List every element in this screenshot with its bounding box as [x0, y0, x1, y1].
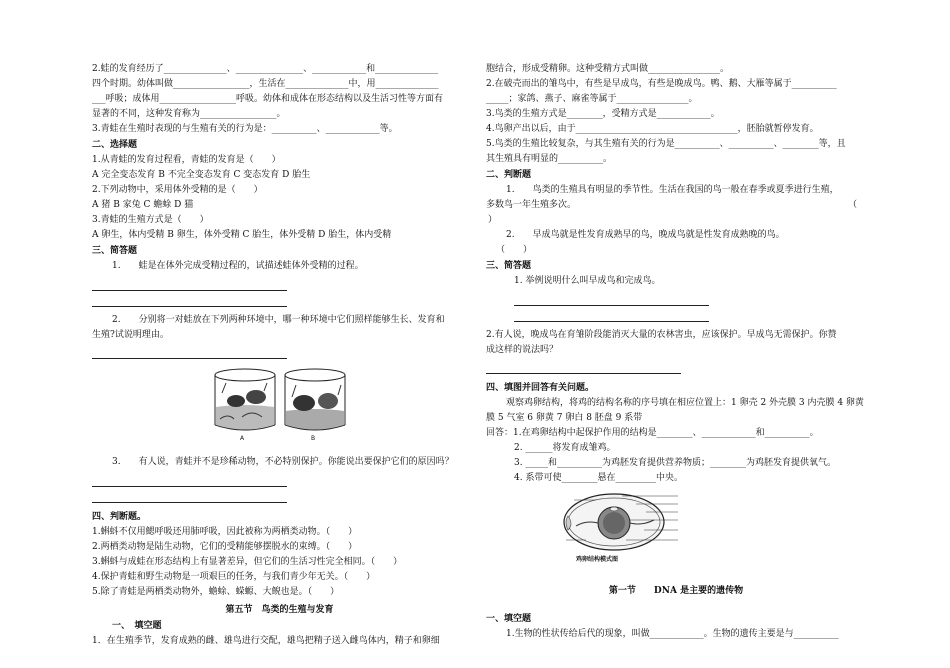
section-title-dna: 第一节 DNA 是主要的遗传物 [608, 586, 744, 596]
choice-line: A 卵生，体内受精 B 卵生，体外受精 C 胎生，体外受精 D 胎生，体内受精 [92, 230, 392, 240]
frog-q3: 3.青蛙在生殖时表现的与生殖有关的行为是：__________、____________等。 [92, 124, 398, 134]
egg-structure-figure [556, 490, 696, 565]
judge-item-1-cont [486, 198, 866, 213]
answer-line-text: 3. _____和__________为鸡胚发育提供营养物质；________为鸡胚发育提供氧气。 [514, 458, 836, 468]
frog-q2-line: 2.蛙的发育经历了______________、_______________、____________和______________ [92, 64, 439, 74]
bird-fill-q1: 1．在生殖季节，发育成熟的雌、雄鸟进行交配，雄鸟把精子送入雌鸟体内，精子和卵细 [92, 636, 440, 646]
egg-question-cont: 膜 5 气室 6 卵黄 7 卵白 8 胚盘 9 系带 [486, 413, 643, 423]
bird-fill-line: 4.鸟卵产出以后，由于____________________________________，胚胎就暂停发育。 [486, 124, 819, 134]
frog-q2-line: ___呼吸；成体用_________________呼吸。幼体和成体在形态结构以及生活习性等方面有 [92, 94, 444, 104]
egg-structure-drawing [556, 490, 696, 554]
choice-line: A 猪 B 家兔 C 蟾蜍 D 猫 [92, 200, 194, 210]
bird-fill-line: 5.鸟类的生殖比较复杂，与其生殖有关的行为是__________、__________、________等，且 [486, 139, 846, 149]
egg-question: 观察鸡卵结构，将鸡的结构名称的序号填在相应位置上：1 卵壳 2 外壳膜 3 内壳膜 4 卵黄 [506, 398, 864, 408]
choice-line: 2.下列动物中，采用体外受精的是（ ） [92, 185, 263, 195]
answer-line-text: 4. 系带可使________悬在_________中央。 [514, 473, 683, 483]
right-column [486, 62, 866, 642]
judge-item: 1.蝌蚪不仅用鳃呼吸还用肺呼吸，因此被称为两栖类动物。（ ） [92, 527, 358, 537]
fill-heading: 一、填空题 [486, 614, 532, 624]
bird-fill-line: _____；家鸽、燕子、麻雀等属于________________。 [486, 94, 698, 104]
frog-q2-line: 显著的不同，这种发育称为_________________。 [92, 109, 286, 119]
figure-label-a: A [240, 435, 245, 442]
short-answer-q2-cont: 生殖?试说明理由。 [92, 330, 169, 340]
bird-fill-line: 3.鸟类的生殖方式是________，受精方式是____________。 [486, 109, 720, 119]
answer-line [92, 473, 287, 487]
section-heading-choice: 二、选择题 [92, 140, 138, 150]
figure-label-b: B [311, 435, 316, 442]
section-heading-judge: 四、判断题。 [92, 512, 147, 522]
answer-line [92, 489, 287, 503]
short-answer-q1: 1. 蛙是在体外完成受精过程的，试描述蛙体外受精的过程。 [112, 261, 364, 271]
answer-line [514, 308, 709, 322]
judge-bracket-close: ） [488, 215, 498, 225]
answer-line-text: 2. ______将发育成雏鸡。 [514, 443, 616, 453]
judge-item: 2.两栖类动物是陆生动物，它们的受精能够摆脱水的束缚。（ ） [92, 542, 358, 552]
bird-fill-line: 胞结合，形成受精卵。这种受精方式叫做________________。 [486, 64, 730, 74]
bird-fill-line: 其生殖具有明显的__________。 [486, 154, 613, 164]
short-answer-q2: 2.有人说，晚成鸟在育雏阶段能消灭大量的农林害虫，应该保护。早成鸟无需保护。你赞 [486, 330, 837, 340]
short-answer-q2: 2. 分别将一对蛙放在下列两种环境中，哪一种环境中它们照样能够生长、发育和 [112, 315, 445, 325]
judge-item-1-text: 多数鸟一年生殖多次。 [486, 200, 577, 210]
judge-item-2-bracket: （ ） [496, 245, 533, 255]
section-heading-figure: 四、填图并回答有关问题。 [486, 383, 595, 393]
answer-line-text: 回答：1.在鸡卵结构中起保护作用的结构是________、____________和__________。 [486, 428, 819, 438]
choice-line: A 完全变态发育 B 不完全变态发育 C 变态发育 D 胎生 [92, 170, 311, 180]
short-answer-q3: 3. 有人说，青蛙并不是珍稀动物，不必特别保护。你能说出要保护它们的原因吗？ [112, 457, 454, 467]
frog-q2-line: 四个时期。幼体叫做_________________，生活在______________中，用______________ [92, 79, 439, 89]
section-heading-short-answer: 三、简答题 [92, 246, 138, 256]
section-title-bird: 第五节 鸟类的生殖与发育 [225, 605, 334, 615]
short-answer-q1: 1. 举例说明什么叫早成鸟和完成鸟。 [514, 276, 661, 286]
fill-heading: 一、 填空题 [112, 621, 162, 631]
answer-line [486, 360, 681, 374]
choice-line: 3.青蛙的生殖方式是（ ） [92, 215, 209, 225]
judge-item: 3.蝌蚪与成蛙在形态结构上有显著差异，但它们的生活习性完全相同。（ ） [92, 557, 403, 567]
bird-fill-line: 2.在破壳而出的雏鸟中，有些是早成鸟，有些是晚成鸟。鸭、鹅、大雁等属于__________ [486, 79, 837, 89]
answer-line [514, 292, 709, 306]
answer-line [92, 345, 287, 359]
egg-caption: 鸡卵结构模式图 [576, 556, 619, 563]
choice-line: 1.从青蛙的发育过程看，青蛙的发育是（ ） [92, 155, 281, 165]
judge-item-1: 1. 鸟类的生殖具有明显的季节性。生活在我国的鸟一般在春季或夏季进行生殖， [506, 185, 839, 195]
answer-line [92, 277, 287, 291]
answer-line [92, 293, 287, 307]
section-heading-short-answer: 三、简答题 [486, 261, 532, 271]
short-answer-q2-cont: 成这样的说法吗？ [486, 345, 559, 355]
frog-tanks-drawing [212, 367, 352, 447]
dna-fill-q1: 1.生物的性状传给后代的现象，叫做____________。生物的遗传主要是与__________ [506, 629, 839, 639]
judge-bracket-open: （ [848, 200, 858, 210]
judge-item: 4.保护青蛙和野生动物是一项艰巨的任务，与我们青少年无关。（ ） [92, 572, 376, 582]
left-column [92, 62, 467, 649]
section-heading-judge: 二、判断题 [486, 170, 532, 180]
frog-tanks-figure [212, 367, 352, 447]
judge-item-2: 2. 早成鸟就是性发育成熟早的鸟，晚成鸟就是性发育成熟晚的鸟。 [506, 230, 785, 240]
judge-item: 5.除了青蛙是两栖类动物外，蟾蜍、蝾螈、大鲵也是。（ ） [92, 587, 340, 597]
